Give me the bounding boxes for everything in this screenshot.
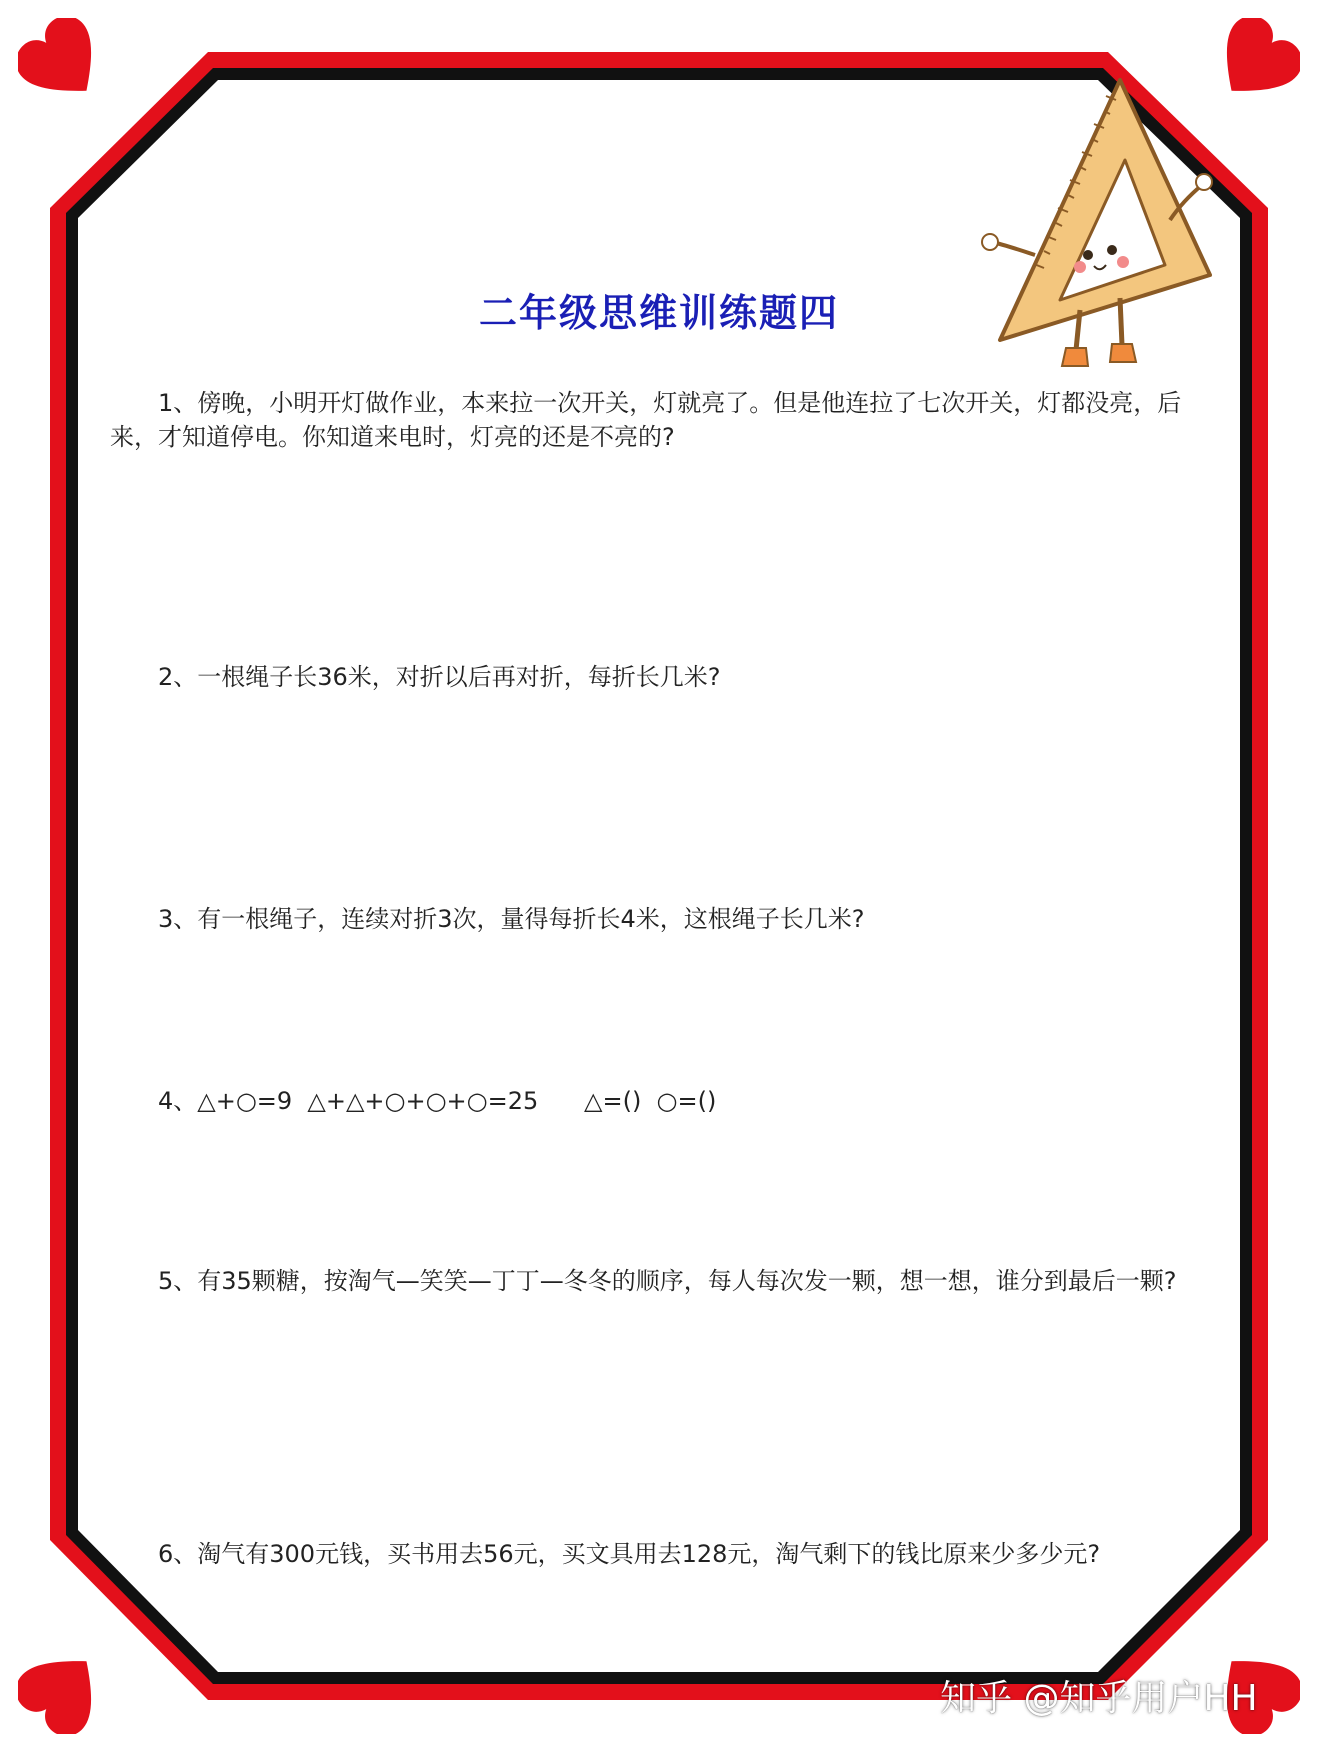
watermark: 知乎 @知乎用户HH [940, 1678, 1258, 1719]
question-2: 2、一根绳子长36米，对折以后再对折，每折长几米? [158, 663, 721, 691]
question-5: 5、有35颗糖，按淘气—笑笑—丁丁—冬冬的顺序，每人每次发一颗，想一想，谁分到最后一颗? [158, 1267, 1177, 1295]
question-6: 6、淘气有300元钱，买书用去56元，买文具用去128元，淘气剩下的钱比原来少多少元? [158, 1540, 1101, 1568]
question-1: 1、傍晚，小明开灯做作业，本来拉一次开关，灯就亮了。但是他连拉了七次开关，灯都没亮，后来，才知道停电。你知道来电时，灯亮的还是不亮的? [110, 389, 1182, 451]
heart-icon [18, 1642, 110, 1734]
question-3: 3、有一根绳子，连续对折3次，量得每折长4米，这根绳子长几米? [158, 905, 865, 933]
heart-icon [1208, 18, 1300, 110]
question-4: 4、△+○=9 △+△+○+○+○=25 △=() ○=() [158, 1087, 717, 1115]
worksheet-title: 二年级思维训练题四 [478, 291, 839, 335]
heart-icon [18, 18, 110, 110]
